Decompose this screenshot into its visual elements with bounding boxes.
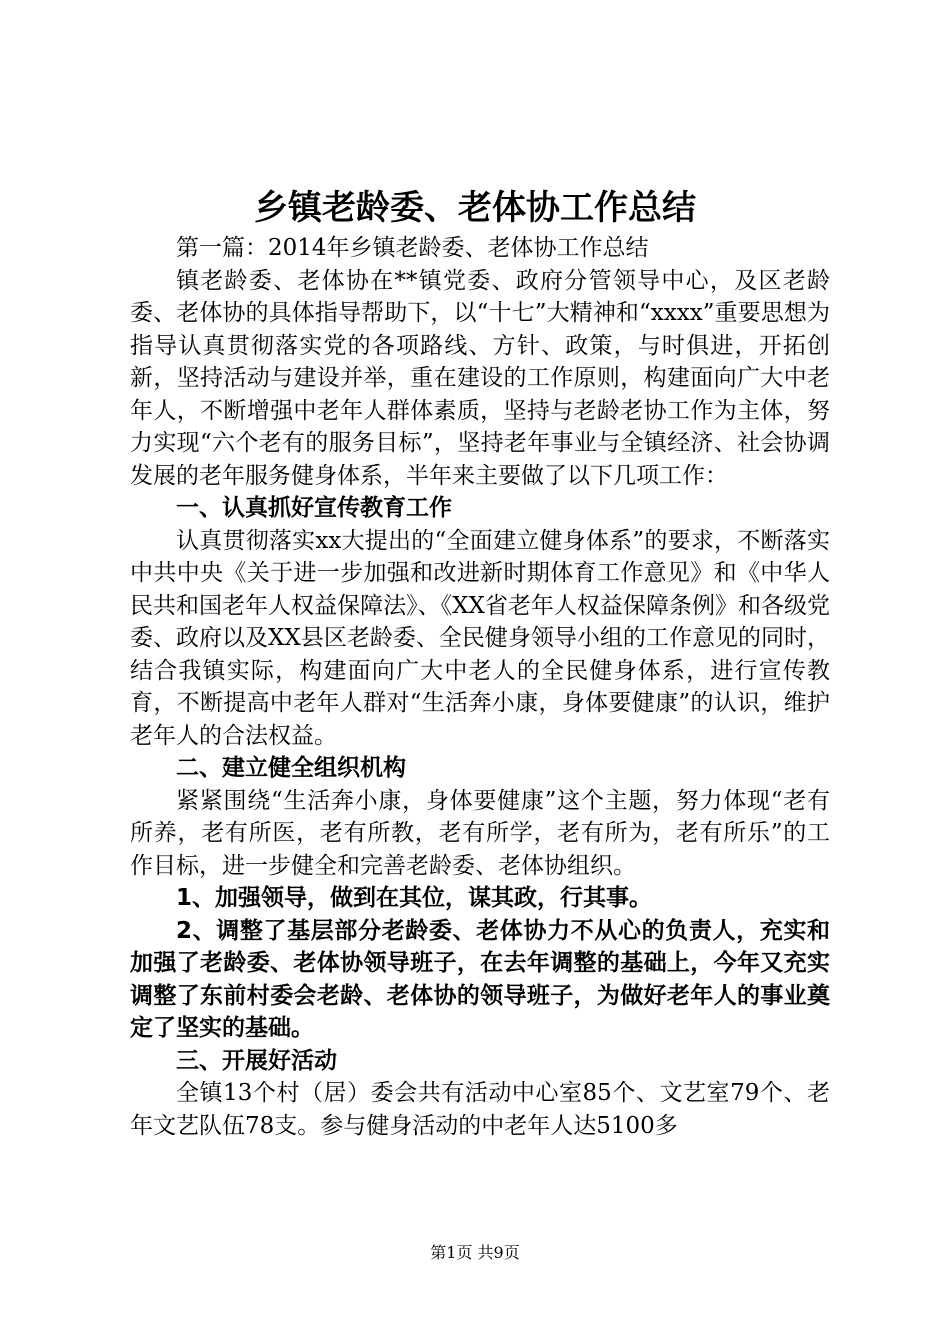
section-2-heading: 二、建立健全组织机构 bbox=[176, 755, 406, 781]
page-footer: 第1页 共9页 bbox=[430, 1243, 520, 1262]
document-body bbox=[130, 232, 830, 1142]
subtitle-paragraph: 第一篇：2014年乡镇老龄委、老体协工作总结 bbox=[176, 235, 649, 261]
document-title: 乡镇老龄委、老体协工作总结 bbox=[254, 188, 696, 228]
section-3-paragraph: 全镇13个村（居）委会共有活动中心室85个、文艺室79个、老年文艺队伍78支。参与健身活动的中老年人达5100多 bbox=[130, 1080, 830, 1139]
section-1-heading: 一、认真抓好宣传教育工作 bbox=[176, 495, 452, 521]
intro-paragraph: 镇老龄委、老体协在**镇党委、政府分管领导中心，及区老龄委、老体协的具体指导帮助下，以“十七”大精神和“xxxx”重要思想为指导认真贯彻落实党的各项路线、方针、政策，与时俱进，开拓创新，坚持活动与建设并举，重在建设的工作原则，构建面向广大中老年人，不断增强中老年人群体素质，坚持与老龄老协工作为主体，努力实现“六个老有的服务目标”，坚持老年事业与全镇经济、社会协调发展的老年服务健身体系，半年来主要做了以下几项工作： bbox=[130, 267, 830, 489]
item-2-paragraph: 2、调整了基层部分老龄委、老体协力不从心的负责人，充实和加强了老龄委、老体协领导班子，在去年调整的基础上，今年又充实调整了东前村委会老龄、老体协的领导班子，为做好老年人的事业奠定了坚实的基础。 bbox=[130, 917, 830, 1041]
section-2-paragraph: 紧紧围绕“生活奔小康，身体要健康”这个主题，努力体现“老有所养，老有所医，老有所教，老有所学，老有所为，老有所乐”的工作目标，进一步健全和完善老龄委、老体协组织。 bbox=[130, 787, 830, 879]
section-3-heading: 三、开展好活动 bbox=[176, 1047, 337, 1074]
section-1-paragraph: 认真贯彻落实xx大提出的“全面建立健身体系”的要求，不断落实中共中央《关于进一步加强和改进新时期体育工作意见》和《中华人民共和国老年人权益保障法》、《XX省老年人权益保障条例》和各级党委、政府以及XX县区老龄委、全民健身领导小组的工作意见的同时，结合我镇实际，构建面向广大中老人的全民健身体系，进行宣传教育，不断提高中老年人群对“生活奔小康，身体要健康”的认识，维护老年人的合法权益。 bbox=[130, 527, 830, 749]
item-1-paragraph: 1、加强领导，做到在其位，谋其政，行其事。 bbox=[176, 885, 653, 911]
